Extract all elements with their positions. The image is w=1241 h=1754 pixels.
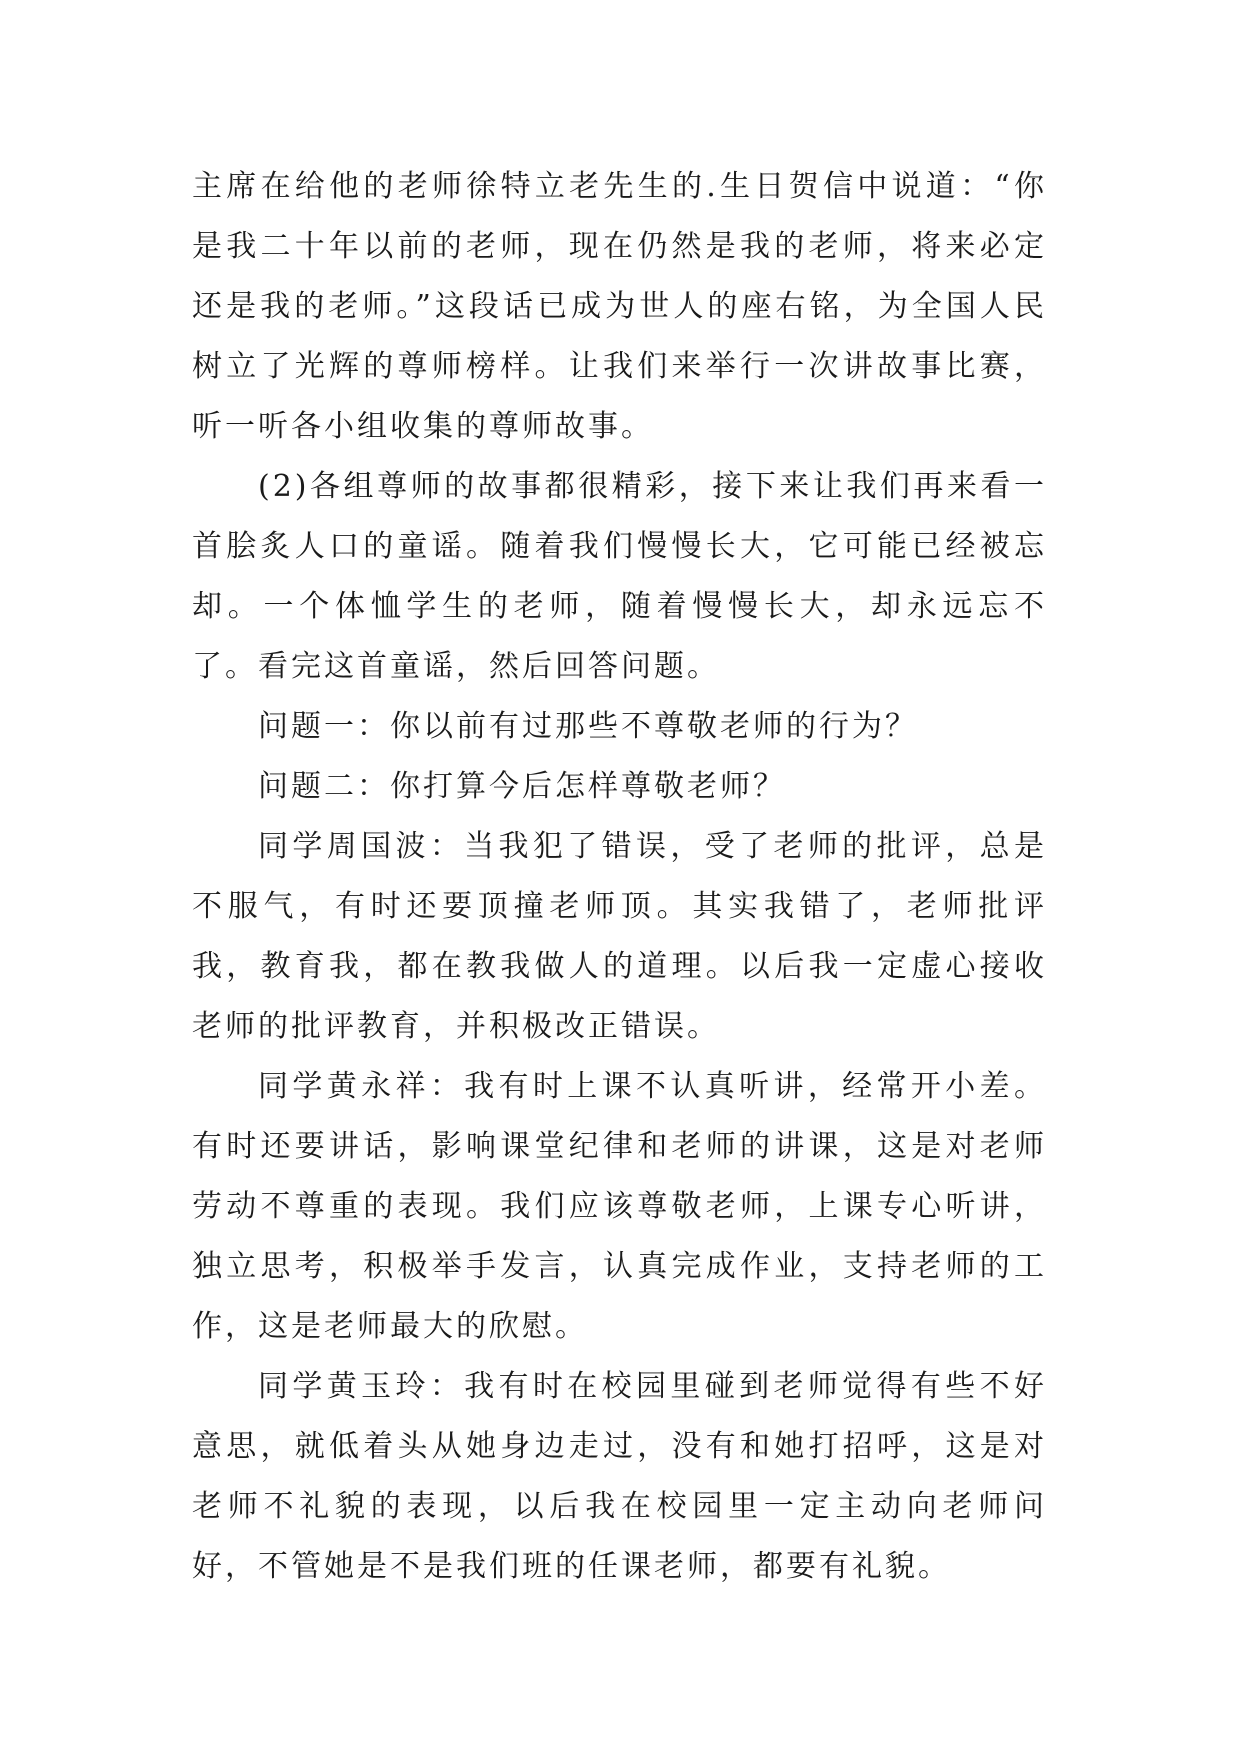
paragraph-student-huang-yongxiang: 同学黄永祥：我有时上课不认真听讲，经常开小差。有时还要讲话，影响课堂纪律和老师的讲课，这是对老师劳动不尊重的表现。我们应该尊敬老师，上课专心听讲，独立思考，积极举手发言，认真完成作业，支持老师的工作，这是老师最大的欣慰。 xyxy=(192,1069,1047,1344)
paragraph-student-huang-yuling: 同学黄玉玲：我有时在校园里碰到老师觉得有些不好意思，就低着头从她身边走过，没有和她打招呼，这是对老师不礼貌的表现，以后我在校园里一定主动向老师问好，不管她是不是我们班的任课老师，都要有礼貌。 xyxy=(192,1369,1047,1584)
paragraph-student-zhou-guobo: 同学周国波：当我犯了错误，受了老师的批评，总是不服气，有时还要顶撞老师顶。其实我错了，老师批评我，教育我，都在教我做人的道理。以后我一定虚心接收老师的批评教育，并积极改正错误。 xyxy=(192,829,1047,1044)
paragraph-speech-quote: 主席在给他的老师徐特立老先生的.生日贺信中说道：“你是我二十年以前的老师，现在仍然是我的老师，将来必定还是我的老师。”这段话已成为世人的座右铭，为全国人民树立了光辉的尊师榜样。让我们来举行一次讲故事比赛，听一听各小组收集的尊师故事。 xyxy=(192,169,1047,444)
document-body xyxy=(192,157,1047,1597)
paragraph-question-two: 问题二：你打算今后怎样尊敬老师？ xyxy=(258,769,786,804)
paragraph-question-one: 问题一：你以前有过那些不尊敬老师的行为？ xyxy=(258,709,918,744)
paragraph-nursery-rhyme: (2)各组尊师的故事都很精彩，接下来让我们再来看一首脍炙人口的童谣。随着我们慢慢长大，它可能已经被忘却。一个体恤学生的老师，随着慢慢长大，却永远忘不了。看完这首童谣，然后回答问题。 xyxy=(192,469,1047,684)
